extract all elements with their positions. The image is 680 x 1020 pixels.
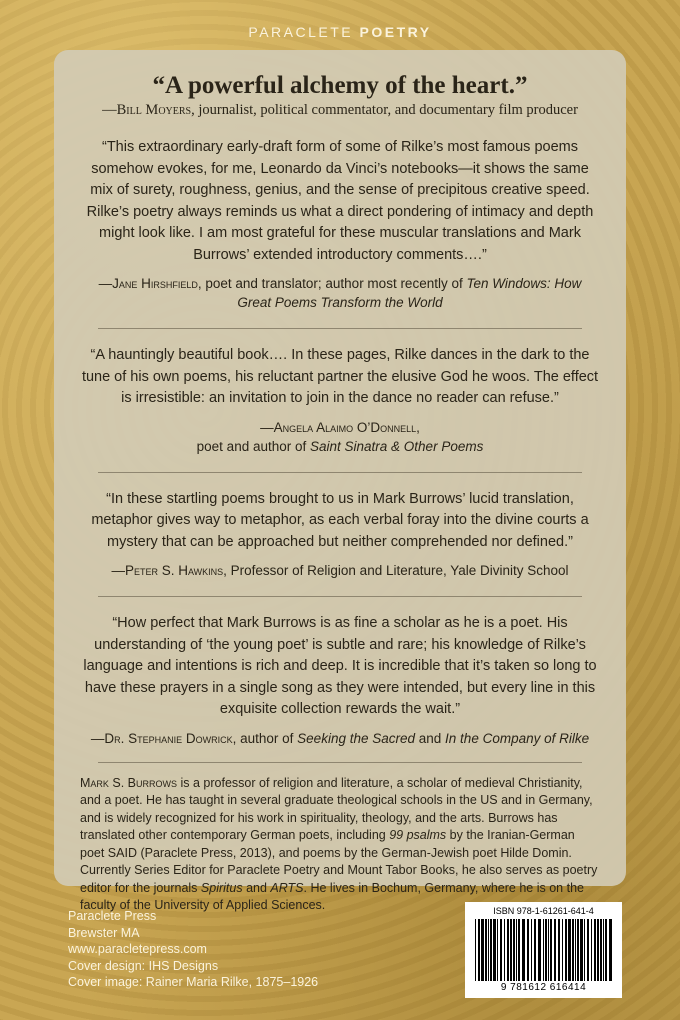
- barcode-bar: [577, 919, 579, 981]
- divider: [98, 596, 582, 597]
- barcode-bar: [548, 919, 549, 981]
- barcode-bar: [591, 919, 592, 981]
- work-title: Seeking the Sacred: [297, 730, 416, 746]
- credit-line: Cover design: IHS Designs: [68, 958, 219, 973]
- blurb-attribution: [80, 561, 600, 580]
- barcode-bar: [538, 919, 541, 981]
- barcode-bar: [587, 919, 589, 981]
- barcode-bar: [580, 919, 583, 981]
- work-connector: and: [415, 730, 446, 746]
- barcode-bar: [605, 919, 607, 981]
- barcode-bar: [493, 919, 496, 981]
- blurb-attribution: [80, 274, 600, 312]
- attribution-dash: —: [90, 730, 105, 746]
- barcode-bar: [550, 919, 552, 981]
- author-role: , author of: [232, 730, 298, 746]
- barcode-bar: [572, 919, 574, 981]
- barcode-bar: [568, 919, 571, 981]
- author-name: Peter S. Hawkins: [124, 563, 224, 578]
- publisher-info: [68, 908, 318, 991]
- barcode-bar: [609, 919, 612, 981]
- barcode-bar: [558, 919, 560, 981]
- work-title: Ten Windows: How Great Poems Transform the World: [237, 276, 582, 310]
- attribution-dash: —: [98, 276, 113, 291]
- blurb-quote: “In these startling poems brought to us in Mark Burrows’ lucid translation, metaphor gives way to metaphor, as each verbal foray into the divine courts a mystery that can be approached but neither comprehended nor defined.”: [91, 490, 589, 550]
- author-name: Dr. Stephanie Dowrick: [104, 730, 233, 746]
- publisher-line: Paraclete Press: [68, 909, 157, 923]
- barcode-digits: 9 781612 616414: [500, 982, 587, 993]
- barcode-box: [465, 902, 622, 998]
- barcode-bar: [500, 919, 502, 981]
- headline-quote: “A powerful alchemy of the heart.”: [152, 72, 528, 99]
- author-name: Bill Moyers: [116, 102, 192, 118]
- barcode-bar: [513, 919, 515, 981]
- bio-journal-title: Spiritus: [200, 880, 243, 895]
- bio-journal-title: ARTS: [270, 880, 304, 895]
- attribution-dash: —: [102, 102, 117, 118]
- isbn-label: ISBN 978-1-61261-641-4: [493, 906, 594, 916]
- barcode-bar: [554, 919, 556, 981]
- work-title: Saint Sinatra & Other Poems: [310, 438, 484, 454]
- divider: [98, 762, 582, 763]
- bio-text: by the Iranian-German poet SAID (Paraclete Press, 2013), and poems by the German-Jewish poet Hilde Domin. Currently Series Editor for Paraclete Poetry and Mount Tabor Books, he also serves as poetry editor for the journals: [80, 828, 598, 895]
- bio-text: is a professor of religion and literature, a scholar of medieval Christianity, and a poet. He has taught in several graduate theological schools in the US and in Germany, and is widely recognized for his work in spirituality, theology, and the arts. Burrows has translated other contemporary German poets, including: [80, 775, 593, 842]
- barcode-bar: [522, 919, 525, 981]
- barcode-bar: [565, 919, 567, 981]
- barcode-bar: [478, 919, 480, 981]
- barcode-bar: [504, 919, 505, 981]
- barcode-bar: [497, 919, 498, 981]
- publisher-name: PARACLETE: [248, 24, 354, 40]
- barcode-bar: [597, 919, 599, 981]
- credit-line: Cover image: Rainer Maria Rilke, 1875–1926: [68, 975, 319, 989]
- blurb-quote: “This extraordinary early-draft form of some of Rilke’s most famous poems somehow evokes, for me, Leonardo da Vinci’s notebooks—it shows the same mix of surety, roughness, genius, and the sense of precipitous creative speed. Rilke’s poetry always reminds us what a direct pondering of intimacy and depth might look like. I am most grateful for these muscular translations and Mark Burrows’ extended introductory comments….”: [86, 139, 594, 263]
- publisher-line: Brewster MA: [68, 925, 140, 940]
- divider: [98, 472, 582, 473]
- barcode-bar: [490, 919, 492, 981]
- bio-name: Mark S. Burrows: [80, 775, 178, 790]
- author-name: Jane Hirshfield: [112, 276, 198, 291]
- barcode-bar: [507, 919, 509, 981]
- headline-attribution: [80, 102, 600, 119]
- attribution-dash: —: [260, 419, 274, 435]
- barcode-bar: [562, 919, 563, 981]
- barcode-bar: [527, 919, 529, 981]
- barcode-bar: [603, 919, 604, 981]
- barcode-bar: [600, 919, 602, 981]
- author-name: Angela Alaimo O’Donnell: [273, 419, 417, 435]
- barcode-bar: [543, 919, 544, 981]
- bio-text: and: [242, 880, 271, 895]
- website-link[interactable]: www.paracletepress.com: [68, 942, 207, 956]
- author-role: ,: [416, 419, 420, 435]
- author-bio: [80, 775, 600, 915]
- barcode-bar: [545, 919, 547, 981]
- divider: [98, 328, 582, 329]
- attribution-dash: —: [111, 563, 125, 578]
- series-name: POETRY: [359, 24, 432, 40]
- author-role: , Professor of Religion and Literature, Yale Divinity School: [223, 563, 569, 578]
- barcode-bar: [534, 919, 536, 981]
- barcode-bar: [488, 919, 489, 981]
- barcode-bar: [481, 919, 484, 981]
- bio-text: . He lives in Bochum, Germany, where he is on the faculty of the University of Applied Sciences.: [80, 880, 584, 912]
- barcode-bar: [584, 919, 585, 981]
- author-role: , journalist, political commentator, and documentary film producer: [191, 102, 578, 118]
- barcode-bar: [518, 919, 520, 981]
- bio-work-title: 99 psalms: [389, 828, 447, 842]
- work-title: In the Company of Rilke: [445, 730, 590, 746]
- author-role: , poet and translator; author most recently of: [197, 276, 467, 291]
- series-header: [0, 24, 680, 40]
- barcode-bar: [531, 919, 532, 981]
- barcode-bar: [510, 919, 512, 981]
- blurb-quote: “A hauntingly beautiful book…. In these pages, Rilke dances in the dark to the tune of his own poems, his reluctant partner the elusive God he woos. The effect is irresistible: an invitation to join in the dance no reader can refuse.”: [81, 347, 599, 406]
- barcode-bars: [471, 919, 616, 981]
- blurb-attribution: [80, 729, 600, 748]
- barcode-bar: [516, 919, 517, 981]
- barcode-bar: [594, 919, 596, 981]
- author-role-line: poet and author of: [196, 438, 310, 454]
- barcode-bar: [485, 919, 487, 981]
- blurb-quote: “How perfect that Mark Burrows is as fine a scholar as he is a poet. His understanding of ‘the young poet’ is subtle and rare; his knowledge of Rilke’s language and intentions is rich and deep. It is incredible that it’s taken so long to have these prayers in a single song as they were intended, but every line in this exquisite collection rewards the wait.”: [83, 615, 597, 717]
- blurb-attribution: [80, 418, 600, 456]
- barcode-bar: [475, 919, 476, 981]
- barcode-bar: [575, 919, 576, 981]
